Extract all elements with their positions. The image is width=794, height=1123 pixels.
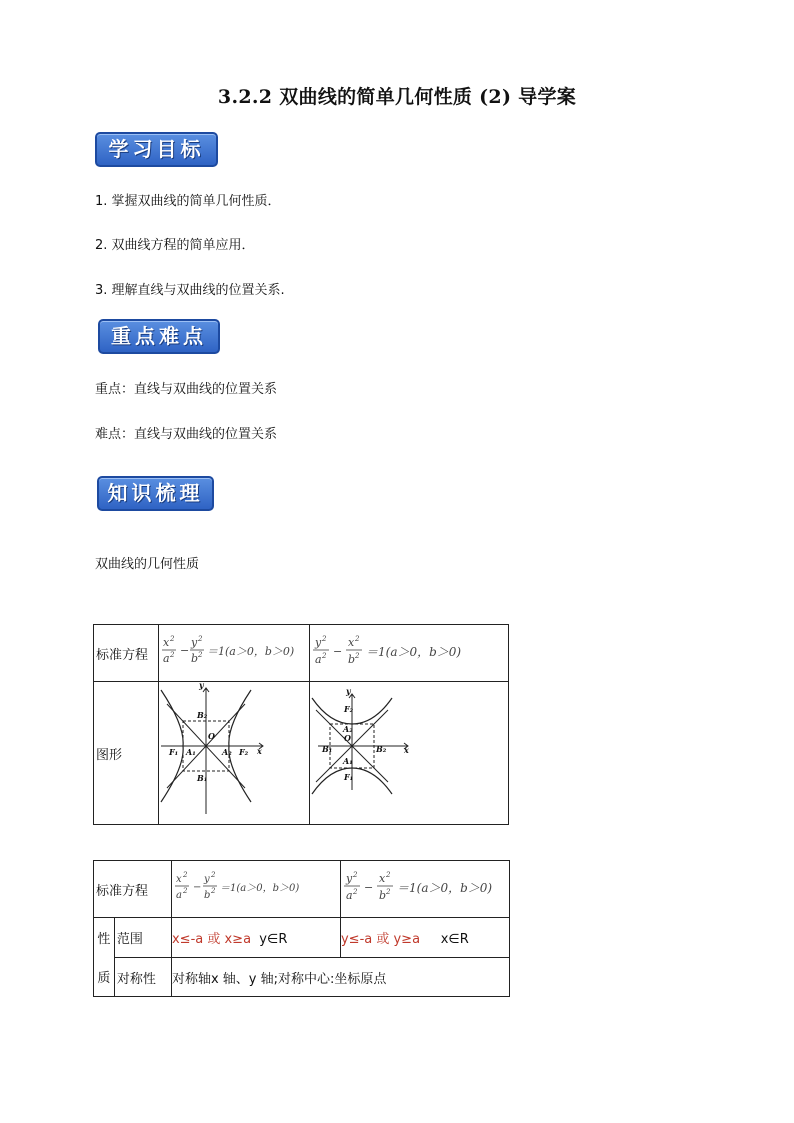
range-horizontal <box>171 918 340 958</box>
svg-text:2: 2 <box>182 871 188 879</box>
equation-vertical-formula <box>341 867 509 907</box>
goal-item: 2. 双曲线方程的简单应用． <box>95 238 255 253</box>
label-O: O <box>208 731 215 741</box>
range-label: 范围 <box>114 918 171 958</box>
svg-text:2: 2 <box>210 887 216 895</box>
equation-vertical <box>310 625 509 682</box>
vertical-hyperbola-graph <box>310 682 508 820</box>
equation-vertical <box>340 861 509 918</box>
group-label-property-1: 性 <box>94 918 115 958</box>
properties-table <box>93 860 510 997</box>
equation-tail: ＝1(a＞0，b＞0) <box>219 883 300 894</box>
equation-horizontal-formula <box>159 631 309 671</box>
svg-text:y: y <box>345 872 353 885</box>
label-B1: B₁ <box>197 773 208 783</box>
svg-text:b: b <box>348 653 356 666</box>
focus-text: 重点：直线与双曲线的位置关系 <box>95 382 278 397</box>
group-label-property-2: 质 <box>94 958 115 997</box>
axis-label-y: y <box>199 682 204 690</box>
svg-text:2: 2 <box>322 652 327 660</box>
svg-text:2: 2 <box>385 871 391 879</box>
svg-text:2: 2 <box>170 635 175 643</box>
section-badge-key-points: 重点难点 <box>98 319 220 354</box>
label-A2: A₂ <box>343 724 353 734</box>
range-horizontal-y: y∈R <box>251 932 288 947</box>
figure-vertical-hyperbola <box>310 682 509 825</box>
goal-item: 3. 理解直线与双曲线的位置关系. <box>95 283 285 298</box>
range-horizontal-x: x≤-a 或 x≥a <box>171 932 252 947</box>
axis-label-x: x <box>404 745 409 755</box>
svg-text:2: 2 <box>210 871 216 879</box>
svg-text:2: 2 <box>170 651 175 659</box>
symmetry-value: 对称轴x 轴、y 轴;对称中心:坐标原点 <box>171 958 509 997</box>
section-badge-knowledge: 知识梳理 <box>97 476 214 511</box>
svg-text:a: a <box>345 889 353 902</box>
difficulty-text: 难点：直线与双曲线的位置关系 <box>95 427 278 442</box>
label-F1: F₁ <box>344 772 354 782</box>
svg-text:x: x <box>378 872 386 885</box>
svg-text:2: 2 <box>355 652 360 660</box>
svg-text:−: − <box>333 645 343 658</box>
axis-label-x: x <box>257 746 262 756</box>
section-badge-goals: 学习目标 <box>95 132 218 167</box>
svg-text:−: − <box>180 644 190 657</box>
table1-label-equation: 标准方程 <box>94 625 159 682</box>
svg-text:b: b <box>191 652 199 665</box>
table2-label-equation: 标准方程 <box>94 861 172 918</box>
svg-text:2: 2 <box>322 635 327 643</box>
equation-tail: ＝1(a＞0，b＞0) <box>366 645 462 659</box>
range-vertical-y: y≤-a 或 y≥a <box>340 932 421 947</box>
equation-tail: ＝1(a＞0，b＞0) <box>207 645 295 658</box>
svg-text:2: 2 <box>182 887 188 895</box>
range-vertical-x: x∈R <box>420 932 469 947</box>
svg-text:y: y <box>315 636 322 649</box>
knowledge-intro: 双曲线的几何性质 <box>95 557 200 572</box>
svg-text:y: y <box>191 636 198 649</box>
table1-label-figure: 图形 <box>94 682 159 825</box>
svg-text:b: b <box>203 890 211 901</box>
label-A1: A₁ <box>186 747 196 757</box>
svg-text:b: b <box>378 889 387 902</box>
svg-text:2: 2 <box>198 651 203 659</box>
label-B2: B₂ <box>197 710 208 720</box>
figure-horizontal-hyperbola <box>159 682 310 825</box>
svg-text:a: a <box>163 652 170 665</box>
svg-text:x: x <box>175 874 182 885</box>
axis-label-y: y <box>346 686 351 696</box>
label-O: O <box>344 733 351 743</box>
svg-text:x: x <box>163 636 170 649</box>
equation-horizontal <box>171 861 340 918</box>
label-F1: F₁ <box>169 747 179 757</box>
svg-text:2: 2 <box>198 635 203 643</box>
label-B1: B₁ <box>322 744 333 754</box>
svg-text:y: y <box>203 874 210 885</box>
label-A1: A₁ <box>343 756 353 766</box>
label-A2: A₂ <box>222 747 232 757</box>
svg-text:−: − <box>192 882 202 893</box>
svg-text:2: 2 <box>352 888 358 896</box>
equation-tail: ＝1(a＞0，b＞0) <box>396 881 493 895</box>
svg-text:a: a <box>175 890 182 901</box>
label-B2: B₂ <box>376 744 387 754</box>
range-vertical <box>340 918 509 958</box>
svg-text:x: x <box>348 636 355 649</box>
page-title: 3.2.2 双曲线的简单几何性质 (2) 导学案 <box>217 86 577 108</box>
svg-text:2: 2 <box>352 871 358 879</box>
properties-figure-table <box>93 624 509 825</box>
svg-text:2: 2 <box>385 888 391 896</box>
equation-horizontal <box>159 625 310 682</box>
horizontal-hyperbola-graph <box>159 682 309 820</box>
svg-text:a: a <box>315 653 322 666</box>
label-F2: F₂ <box>239 747 249 757</box>
equation-vertical-formula <box>310 631 508 671</box>
label-F2: F₂ <box>344 704 354 714</box>
svg-text:2: 2 <box>355 635 360 643</box>
equation-horizontal-formula <box>172 867 340 907</box>
svg-text:−: − <box>363 881 374 894</box>
goal-item: 1. 掌握双曲线的简单几何性质． <box>95 194 281 209</box>
symmetry-label: 对称性 <box>114 958 171 997</box>
